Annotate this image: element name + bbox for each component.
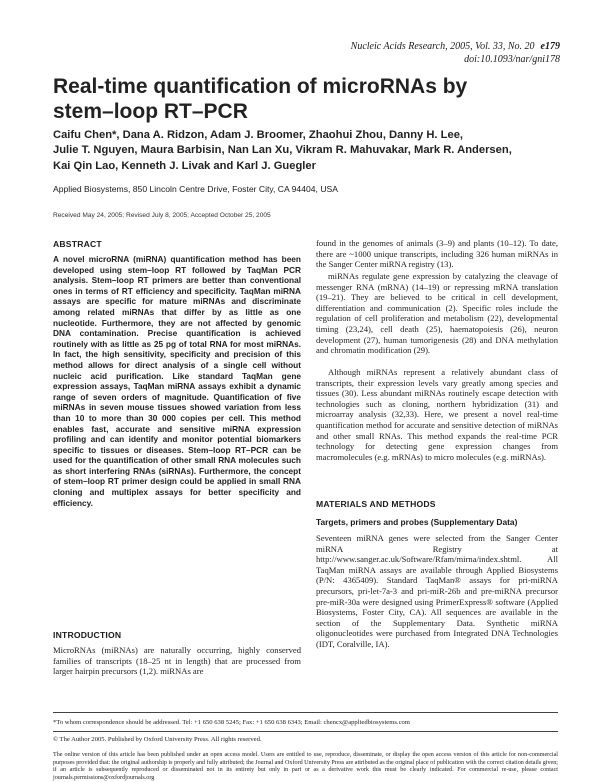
right-col-paragraph-1: found in the genomes of animals (3–9) and plants (10–12). To date, there are ~1000 unique transcripts, including 326 human miRNAs in the Sanger Center miRNA registry (13).: [316, 238, 558, 270]
right-col-paragraph-2: miRNAs regulate gene expression by catalyzing the cleavage of messenger RNA (mRNA) (14–19) or repressing mRNA translation (19–21). They are believed to be critical in cell development, differentiation and communication (2). Specific roles include the regulation of cell proliferation and metabolism (22), developmental timing (23,24), cell death (25), haematopoiesis (26), neuron development (27), human tumorigenesis (28) and DNA methylation and chromatin modification (29).: [316, 271, 558, 356]
article-title: [53, 74, 553, 124]
author-list: [53, 128, 558, 174]
copyright-notice: © The Author 2005. Published by Oxford University Press. All rights reserved.: [53, 736, 262, 743]
doi: doi:10.1093/nar/gni178: [464, 54, 560, 65]
journal-citation-line: [351, 40, 560, 53]
title-line-1: Real-time quantification of microRNAs by: [53, 75, 468, 98]
introduction-heading: INTRODUCTION: [53, 630, 122, 640]
right-col-paragraph-3: Although miRNAs represent a relatively abundant class of transcripts, their expression levels vary greatly among species and tissues (30). Less abundant miRNAs routinely escape detection with technologies such as cloning, northern hybridization (31) and microarray analysis (32,33). Here, we present a novel real-time quantification method for accurate and sensitive detection of miRNAs and other small RNAs. This method expands the real-time PCR technology for detecting gene expression changes from macromolecules (e.g. mRNAs) to micro molecules (e.g. miRNAs).: [316, 367, 558, 462]
methods-text: Seventeen miRNA genes were selected from the Sanger Center miRNA Registry at http://www.sanger.ac.uk/Software/Rfam/mirna/index.shtml. All TaqMan miRNA assays are available through Applied Biosystems (P/N: 4365409). Standard TaqMan® assays for pri-miRNA precursors, pri-let-7a-3 and pri-miR-26b and pre-miRNA precursor pre-miR-30a were designed using PrimerExpress® software (Applied Biosystems, Foster City, CA). All sequences are available in the section of the Supplementary Data. Synthetic miRNA oligonucleotides were purchased from Integrated DNA Technologies (IDT, Coralville, IA).: [316, 533, 558, 649]
methods-heading: MATERIALS AND METHODS: [316, 499, 436, 509]
article-id: e179: [540, 41, 560, 52]
abstract-heading: ABSTRACT: [53, 239, 102, 249]
copyright-divider: [53, 731, 558, 732]
received-dates: Received May 24, 2005; Revised July 8, 2005; Accepted October 25, 2005: [53, 212, 271, 219]
footnote-divider: [53, 712, 558, 713]
author-line-1: Caifu Chen*, Dana A. Ridzon, Adam J. Broomer, Zhaohui Zhou, Danny H. Lee,: [53, 129, 464, 141]
journal-header: [351, 40, 560, 66]
title-line-2: stem–loop RT–PCR: [53, 100, 248, 123]
introduction-text: MicroRNAs (miRNAs) are naturally occurring, highly conserved families of transcripts (18–25 nt in length) that are processed from larger hairpin precursors (1,2). miRNAs are: [53, 645, 301, 677]
affiliation: Applied Biosystems, 850 Lincoln Centre Drive, Foster City, CA 94404, USA: [53, 184, 338, 194]
author-line-3: Kai Qin Lao, Kenneth J. Livak and Karl J. Guegler: [53, 159, 316, 172]
journal-name: Nucleic Acids Research, 2005, Vol. 33, No. 20: [350, 41, 535, 52]
methods-subheading: Targets, primers and probes (Supplementary Data): [316, 517, 518, 527]
correspondence-footnote: *To whom correspondence should be addressed. Tel: +1 650 638 5245; Fax: +1 650 638 6343; Email: chencx@appliedbiosystems.com: [53, 719, 410, 726]
author-line-2: Julie T. Nguyen, Maura Barbisin, Nan Lan Xu, Vikram R. Mahuvakar, Mark R. Andersen,: [53, 144, 512, 157]
open-access-notice: The online version of this article has been published under an open access model. Users are entitled to use, reproduce, disseminate, or display the open access version of this article for non-commercial purposes provided that: the original authorship is properly and fully attributed; the Journal and Oxford University Press are attributed as the original place of publication with the correct citation details given; if an article is subsequently reproduced or disseminated not in its entirety but only in part or as a derivative work this must be clearly indicated. For commercial re-use, please contact journals.permissions@oxfordjournals.org: [53, 752, 558, 781]
abstract-text: A novel microRNA (miRNA) quantification method has been developed using stem–loop RT followed by TaqMan PCR analysis. Stem–loop RT primers are better than conventional ones in terms of RT efficiency and specificity. TaqMan miRNA assays are specific for mature miRNAs and discriminate among related miRNAs that differ by as little as one nucleotide. Furthermore, they are not affected by genomic DNA contamination. Precise quantification is achieved routinely with as little as 25 pg of total RNA for most miRNAs. In fact, the high sensitivity, specificity and precision of this method allows for direct analysis of a single cell without nucleic acid purification. Like standard TaqMan gene expression assays, TaqMan miRNA assays exhibit a dynamic range of seven orders of magnitude. Quantification of five miRNAs in seven mouse tissues showed variation from less than 10 to more than 30 000 copies per cell. This method enables fast, accurate and sensitive miRNA expression profiling and can identify and monitor potential biomarkers specific to tissues or diseases. Stem–loop RT–PCR can be used for the quantification of other small RNA molecules such as short interfering RNAs (siRNAs). Furthermore, the concept of stem–loop RT primer design could be applied in small RNA cloning and multiplex assays for better specificity and efficiency.: [53, 254, 301, 508]
